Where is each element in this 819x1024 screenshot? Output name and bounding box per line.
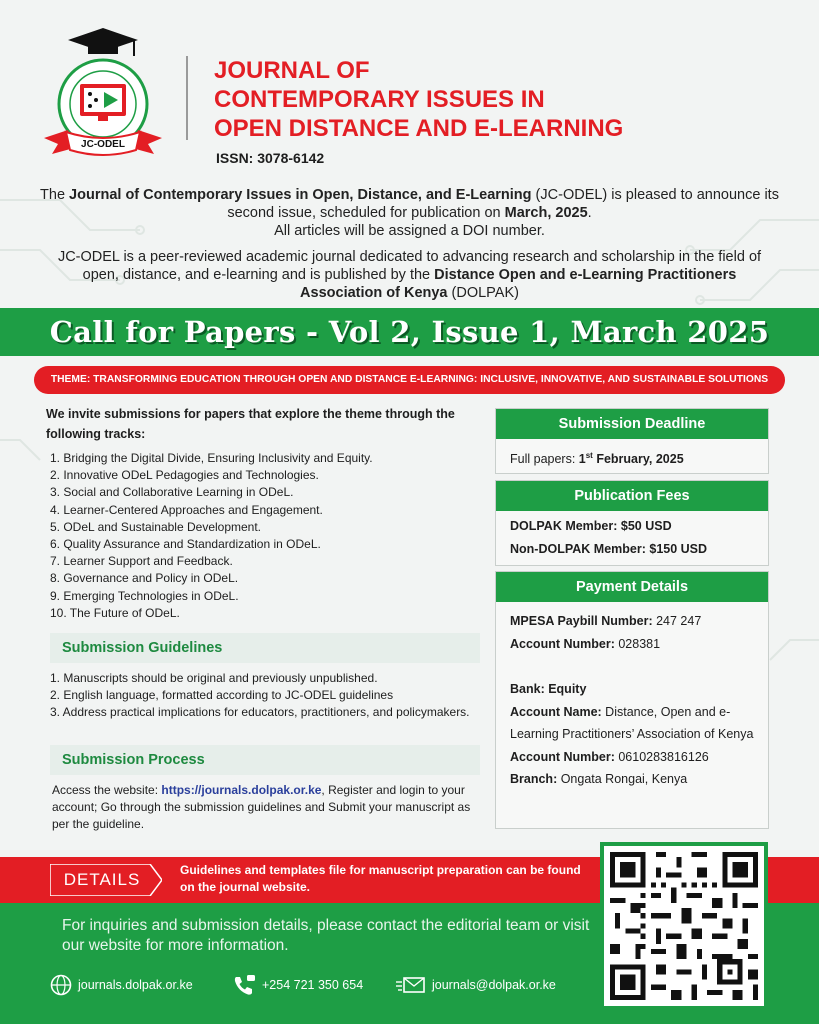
fee-value: $150 USD xyxy=(645,541,708,556)
intro xyxy=(40,186,779,310)
tracks-section xyxy=(46,404,476,622)
fee-value: $50 USD xyxy=(617,519,672,533)
submission-process-heading: Submission Process xyxy=(50,745,480,775)
doi-note: All articles will be assigned a DOI number. xyxy=(274,223,545,239)
theme-text: TRANSFORMING EDUCATION THROUGH OPEN AND DISTANCE E-LEARNING: INCLUSIVE, INNOVATIVE, AND SUSTAINABLE SOLUTIONS xyxy=(90,374,769,385)
journal-url-link[interactable]: https://journals.dolpak.or.ke xyxy=(161,783,322,797)
fee-label: Non-DOLPAK Member: xyxy=(510,541,646,556)
jc-odel-logo xyxy=(38,26,168,166)
branch-value: Ongata Rongai, Kenya xyxy=(557,772,688,786)
theme-label: THEME: xyxy=(50,374,91,385)
journal-title-line-3: OPEN DISTANCE AND E-LEARNING xyxy=(214,115,624,142)
call-for-papers-title: Call for Papers - Vol 2, Issue 1, March 2025 xyxy=(49,315,770,349)
deadline-date: February, 2025 xyxy=(592,452,684,467)
branch-label: Branch: xyxy=(510,772,558,786)
logo-text: JC-ODEL xyxy=(81,139,125,150)
intro-paragraph-1 xyxy=(40,186,779,240)
deadline-body xyxy=(496,439,768,479)
payment-body xyxy=(496,602,768,799)
list-item: 6. Quality Assurance and Standardization in ODeL. xyxy=(50,537,321,552)
fees-body xyxy=(496,511,768,568)
qr-code[interactable] xyxy=(600,842,768,1010)
journal-title-line-1: JOURNAL OF xyxy=(214,57,370,84)
header-divider xyxy=(186,56,188,140)
journal-name: Journal of Contemporary Issues in Open, Distance, and E-Learning xyxy=(69,187,532,203)
invite-text: We invite submissions for papers that explore the theme through the following tracks: xyxy=(46,407,455,441)
fee-label: DOLPAK Member: xyxy=(510,519,618,533)
tracks-list xyxy=(50,450,476,622)
details-label: DETAILS xyxy=(63,870,141,889)
bank-value: Equity xyxy=(544,682,587,696)
process-text: , Register and login to your account; Go through the submission guidelines and Submit your manuscript as per the guideline. xyxy=(52,783,471,831)
account-name-label: Account Name: xyxy=(510,704,602,719)
list-item: 5. ODeL and Sustainable Development. xyxy=(50,519,262,534)
mpesa-value: 247 247 xyxy=(652,614,702,628)
deadline-day-suffix: st xyxy=(585,451,593,460)
contact-email[interactable] xyxy=(396,974,556,996)
intro-paragraph-2 xyxy=(40,248,779,302)
spacer xyxy=(510,655,754,678)
account-label: Account Number: xyxy=(510,636,615,651)
publisher-name: Distance Open and e-Learning Practitioners Association of Kenya xyxy=(300,267,737,301)
phone-icon xyxy=(232,974,256,996)
mpesa-label: MPESA Paybill Number: xyxy=(510,614,653,628)
bank-label: Bank: xyxy=(510,682,545,696)
branch-row xyxy=(510,768,754,791)
list-item: 10. The Future of ODeL. xyxy=(50,605,180,620)
list-item: 4. Learner-Centered Approaches and Engagement. xyxy=(50,502,323,517)
list-item: 1. Bridging the Digital Divide, Ensuring Inclusivity and Equity. xyxy=(50,451,373,465)
publication-date: March, 2025 xyxy=(504,205,588,221)
submission-guidelines-heading: Submission Guidelines xyxy=(50,633,480,663)
intro-text: The xyxy=(40,187,70,203)
intro-text: (DOLPAK) xyxy=(447,285,519,301)
publication-fees-panel xyxy=(495,480,769,566)
payment-details-heading: Payment Details xyxy=(496,572,768,602)
fee-row xyxy=(510,538,754,561)
qr-code-image xyxy=(610,852,758,1000)
intro-text: JC-ODEL is a peer-reviewed academic journal dedicated to advancing research and scholarship in the field of open, distance, and e-learning and is published by the xyxy=(57,249,762,283)
payment-details-panel xyxy=(495,571,769,829)
list-item: 1. Manuscripts should be original and previously unpublished. xyxy=(50,671,378,685)
publication-fees-heading: Publication Fees xyxy=(496,481,768,511)
email-text: journals@dolpak.or.ke xyxy=(432,978,556,992)
list-item: 3. Address practical implications for educators, practitioners, and policymakers. xyxy=(50,705,470,719)
list-item: 2. English language, formatted according to JC-ODEL guidelines xyxy=(50,688,394,702)
submission-guidelines xyxy=(50,670,480,721)
submission-deadline-heading: Submission Deadline xyxy=(496,409,768,439)
list-item: 8. Governance and Policy in ODeL. xyxy=(50,571,239,586)
email-icon xyxy=(396,974,426,996)
fee-row xyxy=(510,515,754,538)
header xyxy=(0,0,819,180)
bank-row xyxy=(510,678,754,701)
account-row xyxy=(510,633,754,656)
website-text: journals.dolpak.or.ke xyxy=(78,978,193,992)
deadline-day: 1 xyxy=(578,452,586,467)
list-item: 9. Emerging Technologies in ODeL. xyxy=(50,588,239,603)
mpesa-row xyxy=(510,610,754,633)
list-item: 7. Learner Support and Feedback. xyxy=(50,554,233,569)
theme-banner xyxy=(34,366,785,394)
www-globe-icon xyxy=(50,974,72,996)
journal-title xyxy=(214,56,623,143)
bank-account-row xyxy=(510,746,754,769)
account-value: 028381 xyxy=(614,636,661,651)
bank-account-label: Account Number: xyxy=(510,749,615,764)
bank-account-value: 0610283816126 xyxy=(614,749,709,764)
list-item: 2. Innovative ODeL Pedagogies and Technologies. xyxy=(50,468,319,483)
submission-deadline-panel xyxy=(495,408,769,474)
account-name-value: Distance, Open and e-Learning Practitioners’ Association of Kenya xyxy=(510,704,754,741)
details-note: Guidelines and templates file for manuscript preparation can be found on the journal website. xyxy=(180,863,581,894)
contact-phone[interactable] xyxy=(232,974,363,996)
list-item: 3. Social and Collaborative Learning in ODeL. xyxy=(50,485,294,500)
intro-text: (JC-ODEL) is pleased to announce its second issue, scheduled for publication on xyxy=(227,187,779,221)
account-name-row xyxy=(510,701,754,746)
issn: ISSN: 3078-6142 xyxy=(216,150,325,166)
deadline-label: Full papers: xyxy=(510,452,579,467)
phone-text: +254 721 350 654 xyxy=(262,978,364,992)
submission-process xyxy=(52,782,484,833)
journal-title-line-2: CONTEMPORARY ISSUES IN xyxy=(214,86,545,113)
contact-website[interactable] xyxy=(50,974,193,996)
intro-text: . xyxy=(587,205,592,221)
inquiry-text: For inquiries and submission details, please contact the editorial team or visit our website for more information. xyxy=(62,917,590,954)
process-text: Access the website: xyxy=(52,783,162,797)
